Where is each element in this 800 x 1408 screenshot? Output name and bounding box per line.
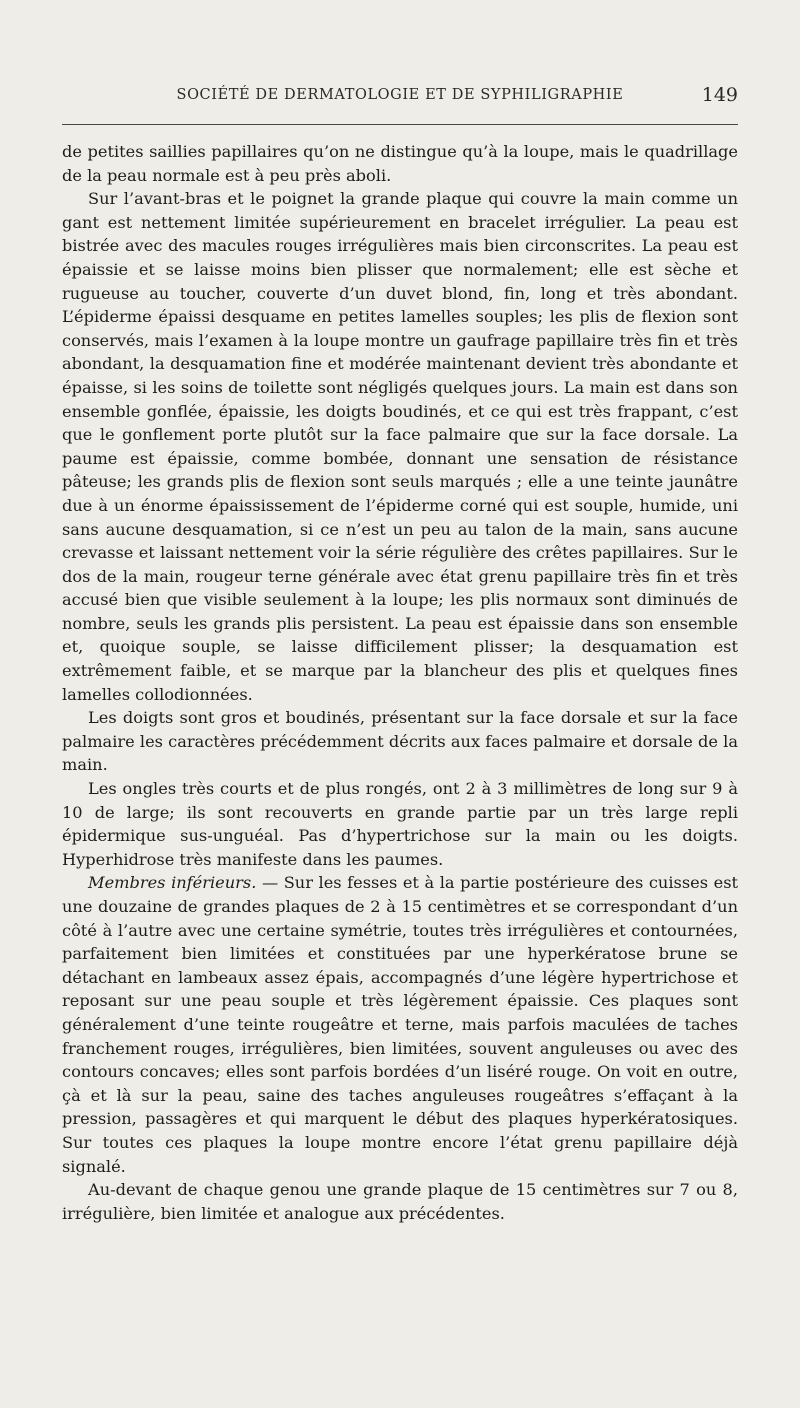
paragraph-knees: Au-devant de chaque genou une grande plaque de 15 centimètres sur 7 ou 8, irrégulière, bien limitée et analogue aux précédentes. [62,1180,738,1223]
page-number: 149 [701,84,738,106]
paragraph-forearm: Sur l’avant-bras et le poignet la grande plaque qui couvre la main comme un gant est nettement limitée supérieurement en bracelet irrégulier. La peau est bistrée avec des macules rouges irrégulières mais bien circonscrites. La peau est épaissie et se laisse moins bien plisser que normalement; elle est sèche et rugueuse au toucher, couverte d’un duvet blond, fin, long et très abondant. L’épiderme épaissi desquame en petites lamelles souples; les plis de flexion sont conservés, mais l’examen à la loupe montre un gaufrage papillaire très fin et très abondant, la desquamation fine et modérée maintenant devient très abondante et épaisse, si les soins de toilette sont négligés quelques jours. La main est dans son ensemble gonflée, épaissie, les doigts boudinés, et ce qui est très frappant, c’est que le gonflement porte plutôt sur la face palmaire que sur la face dorsale. La paume est épaissie, comme bombée, donnant une sensation de résistance pâteuse; les grands plis de flexion sont seuls marqués ; elle a une teinte jaunâtre due à un énorme épaississement de l’épiderme corné qui est souple, humide, uni sans aucune desquamation, si ce n’est un peu au talon de la main, sans aucune crevasse et laissant nettement voir la série régulière des crêtes papillaires. Sur le dos de la main, rougeur terne générale avec état grenu papillaire très fin et très accusé bien que visible seulement à la loupe; les plis normaux sont diminués de nombre, seuls les grands plis persistent. La peau est épaissie dans son ensemble et, quoique souple, se laisse difficilement plisser; la desquamation est extrêmement faible, et se marque par la blancheur des plis et quelques fines lamelles collodionnées. [62,189,738,704]
header-rule [62,124,738,125]
section-heading-lower-limbs: Membres inférieurs. [88,873,257,893]
body-text [62,140,738,1225]
section-text-lower-limbs: — Sur les fesses et à la partie postérieure des cuisses est une douzaine de grandes plaques de 2 à 15 centimètres et se correspondant d’un côté à l’autre avec une certaine symétrie, toutes très irrégulières et contournées, parfaitement bien limitées et constituées par une hyperkératose brune se détachant en lambeaux assez épais, accompagnés d’une légère hypertrichose et reposant sur une peau souple et très légèrement épaissie. Ces plaques sont généralement d’une teinte rougeâtre et terne, mais parfois maculées de taches franchement rouges, irrégulières, bien limitées, souvent anguleuses ou avec des contours concaves; elles sont parfois bordées d’un liséré rouge. On voit en outre, çà et là sur la peau, saine des taches anguleuses rougeâtres s’effaçant à la pression, passagères et qui marquent le début des plaques hyperkératosiques. Sur toutes ces plaques la loupe montre encore l’état grenu papillaire déjà signalé. [62,873,739,1176]
paragraph-continuation: de petites saillies papillaires qu’on ne distingue qu’à la loupe, mais le quadrillage de la peau normale est à peu près aboli. [62,142,738,185]
running-title: SOCIÉTÉ DE DERMATOLOGIE ET DE SYPHILIGRAPHIE [176,87,624,103]
paragraph-lower-limbs [62,871,738,1178]
paragraph-nails: Les ongles très courts et de plus rongés, ont 2 à 3 millimètres de long sur 9 à 10 de large; ils sont recouverts en grande partie par un très large repli épidermique sus-unguéal. Pas d’hypertrichose sur la main ou les doigts. Hyperhidrose très manifeste dans les paumes. [62,779,738,869]
paragraph-fingers: Les doigts sont gros et boudinés, présentant sur la face dorsale et sur la face palmaire les caractères précédemment décrits aux faces palmaire et dorsale de la main. [62,708,738,775]
page-header [62,84,738,114]
